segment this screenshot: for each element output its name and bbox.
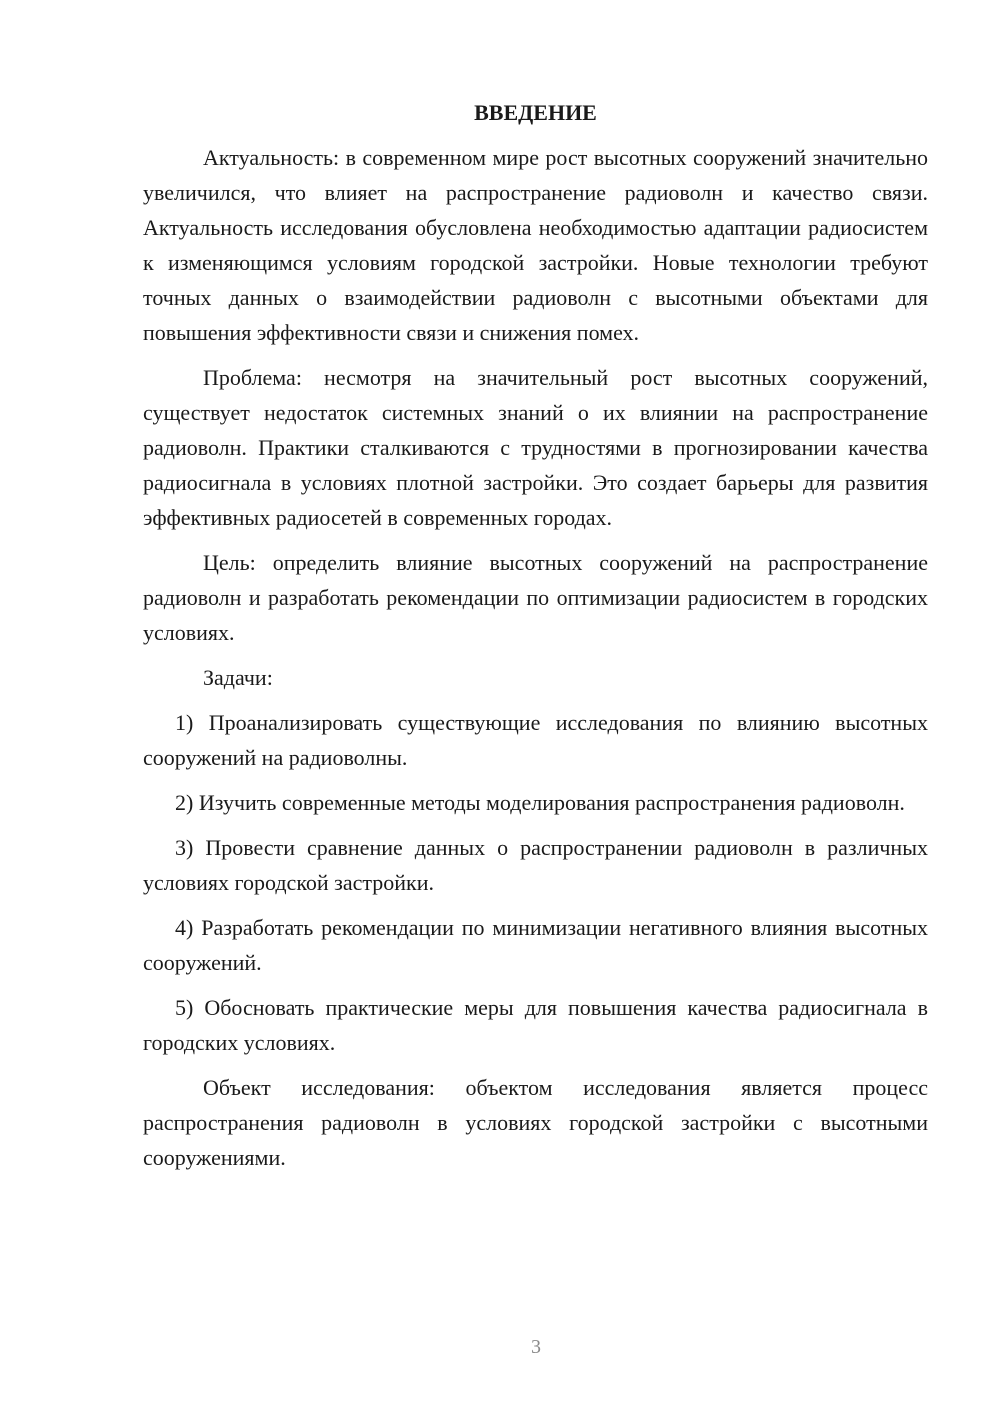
task-item: 4) Разработать рекомендации по минимизации негативного влияния высотных сооружений. <box>143 915 928 975</box>
section-title: ВВЕДЕНИЕ <box>474 100 597 125</box>
task-item: 2) Изучить современные методы моделирования распространения радиоволн. <box>175 790 905 815</box>
problem-paragraph: Проблема: несмотря на значительный рост высотных сооружений, существует недостаток системных знаний о их влиянии на распространение радиоволн. Практики сталкиваются с трудностями в прогнозировании качества радиосигнала в условиях плотной застройки. Это создает барьеры для развития эффективных радиосетей в современных городах. <box>143 365 928 530</box>
page-number: 3 <box>531 1336 541 1358</box>
page-body <box>143 95 928 1175</box>
goal-paragraph: Цель: определить влияние высотных сооружений на распространение радиоволн и разработать рекомендации по оптимизации радиосистем в городских условиях. <box>143 550 928 645</box>
task-item: 1) Проанализировать существующие исследования по влиянию высотных сооружений на радиоволны. <box>143 710 928 770</box>
tasks-label: Задачи: <box>203 665 273 690</box>
object-paragraph: Объект исследования: объектом исследования является процесс распространения радиоволн в условиях городской застройки с высотными сооружениями. <box>143 1075 928 1170</box>
task-item: 5) Обосновать практические меры для повышения качества радиосигнала в городских условиях. <box>143 995 928 1055</box>
task-item: 3) Провести сравнение данных о распространении радиоволн в различных условиях городской застройки. <box>143 835 928 895</box>
relevance-paragraph: Актуальность: в современном мире рост высотных сооружений значительно увеличился, что влияет на распространение радиоволн и качество связи. Актуальность исследования обусловлена необходимостью адаптации радиосистем к изменяющимся условиям городской застройки. Новые технологии требуют точных данных о взаимодействии радиоволн с высотными объектами для повышения эффективности связи и снижения помех. <box>143 145 928 345</box>
